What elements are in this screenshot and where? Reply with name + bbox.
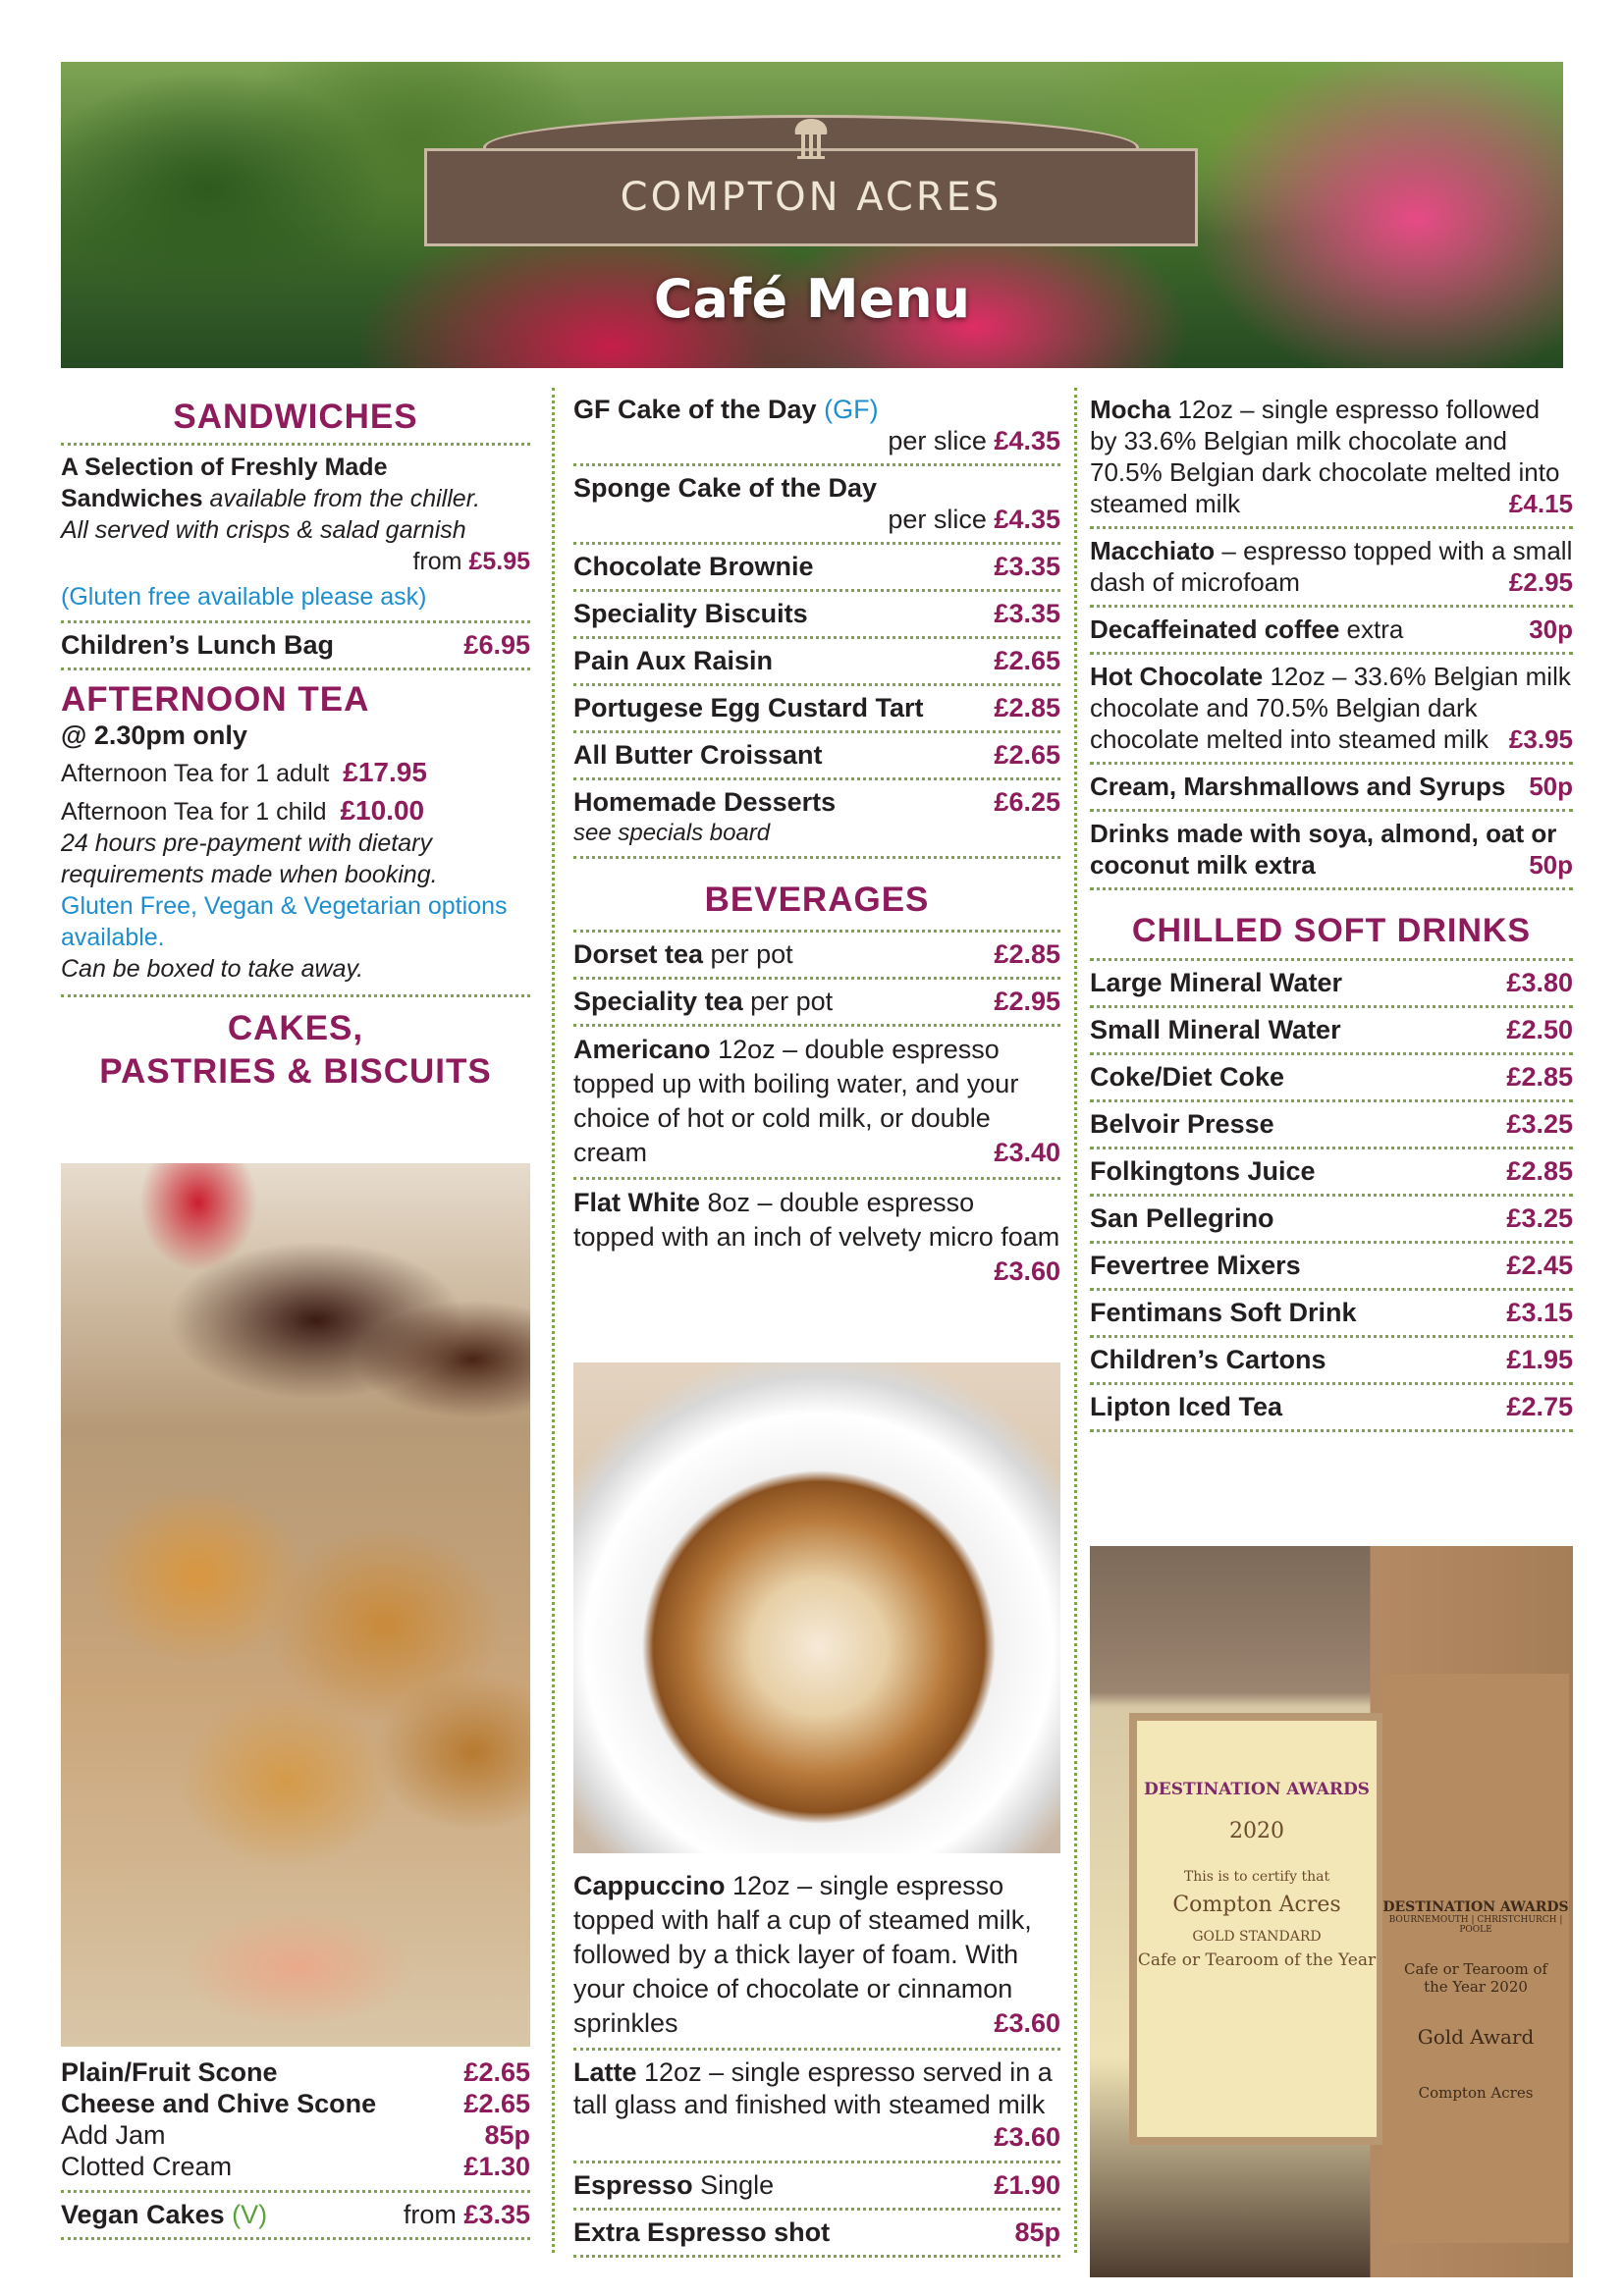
speciality-tea-row: Speciality tea per pot £2.95 xyxy=(573,980,1060,1027)
list-item: Small Mineral Water £2.50 xyxy=(1090,1008,1573,1055)
page-title: Café Menu xyxy=(653,268,971,330)
list-item: Add Jam 85p xyxy=(61,2120,530,2150)
list-item: Pain Aux Raisin £2.65 xyxy=(573,639,1060,686)
extra-shot-row: Extra Espresso shot 85p xyxy=(573,2211,1060,2258)
sandwich-line: A Selection of Freshly Made xyxy=(61,454,388,481)
award-certificate xyxy=(1129,1713,1384,2145)
beverages-heading: BEVERAGES xyxy=(573,859,1060,933)
award-certificate-title: DESTINATION AWARDS xyxy=(1144,1780,1370,1799)
lunch-bag-row: Children’s Lunch Bag £6.95 xyxy=(61,623,530,670)
award-certificate-line: This is to certify that xyxy=(1183,1869,1330,1885)
afternoon-tea-heading: AFTERNOON TEA xyxy=(61,680,370,719)
sponge-cake-row: Sponge Cake of the Day per slice £4.35 xyxy=(573,466,1060,545)
espresso-row: Espresso Single £1.90 xyxy=(573,2163,1060,2211)
list-item: Speciality Biscuits £3.35 xyxy=(573,592,1060,639)
milk-alternatives-row: Drinks made with soya, almond, oat or coconut milk extra 50p xyxy=(1090,812,1573,890)
column-divider xyxy=(552,388,555,2253)
award-plaque xyxy=(1382,1674,1569,2243)
award-plaque-title: DESTINATION AWARDS xyxy=(1382,1899,1569,1915)
list-item: Plain/Fruit Scone £2.65 xyxy=(61,2057,530,2087)
column-right xyxy=(1090,388,1573,1432)
cream-syrups-row: Cream, Marshmallows and Syrups 50p xyxy=(1090,765,1573,812)
gluten-note: (Gluten free available please ask) xyxy=(61,577,530,623)
dietary-options-note: Gluten Free, Vegan & Vegetarian options available. xyxy=(61,892,508,951)
mocha-row: Mocha 12oz – single espresso followed by 33.6% Belgian milk chocolate and 70.5% Belgian dark chocolate melted into steamed milk £4.15 xyxy=(1090,388,1573,529)
flat-white-row: Flat White 8oz – double espresso topped with an inch of velvety micro foam £3.60 xyxy=(573,1188,1060,1286)
macchiato-row: Macchiato – espresso topped with a small dash of microfoam £2.95 xyxy=(1090,529,1573,608)
award-plaque-places: BOURNEMOUTH | CHRISTCHURCH | POOLE xyxy=(1388,1915,1563,1935)
scones-list xyxy=(61,2056,530,2240)
scone-items xyxy=(61,2056,530,2193)
afternoon-tea-time: @ 2.30pm only xyxy=(61,721,247,750)
cappuccino-row: Cappuccino 12oz – single espresso topped with half a cup of steamed milk, followed by a thick layer of foam. With your choice of chocolate or cinnamon sprinkles £3.60 xyxy=(573,1863,1060,2051)
brand-sign xyxy=(424,148,1198,246)
decaf-row: Decaffeinated coffee extra 30p xyxy=(1090,608,1573,655)
list-item: Cheese and Chive Scone £2.65 xyxy=(61,2089,530,2118)
list-item: Fevertree Mixers £2.45 xyxy=(1090,1244,1573,1291)
column-divider xyxy=(1074,388,1077,2253)
award-plaque-gold: Gold Award xyxy=(1417,2025,1535,2049)
sandwiches-heading: SANDWICHES xyxy=(61,388,530,446)
award-certificate-name: Compton Acres xyxy=(1172,1893,1341,1917)
sandwich-line: Sandwiches available from the chiller. xyxy=(61,485,481,512)
cappuccino-photo xyxy=(573,1362,1060,1853)
award-plaque-name: Compton Acres xyxy=(1418,2084,1534,2102)
afternoon-tea-child: Afternoon Tea for 1 child £10.00 xyxy=(61,795,425,826)
award-plaque-category: Cafe or Tearoom of the Year 2020 xyxy=(1403,1960,1548,1996)
sandwich-line: All served with crisps & salad garnish xyxy=(61,516,466,544)
list-item: Large Mineral Water £3.80 xyxy=(1090,961,1573,1008)
latte-row: Latte 12oz – single espresso served in a tall glass and finished with steamed milk £3.60 xyxy=(573,2051,1060,2163)
cakes-scones-photo xyxy=(61,1163,530,2047)
list-item: Lipton Iced Tea £2.75 xyxy=(1090,1385,1573,1432)
sandwich-price: from £5.95 xyxy=(412,548,530,575)
column-middle xyxy=(573,388,1060,1296)
list-item: Fentimans Soft Drink £3.15 xyxy=(1090,1291,1573,1338)
list-item: Clotted Cream £1.30 xyxy=(61,2151,530,2193)
list-item: All Butter Croissant £2.65 xyxy=(573,733,1060,780)
dorset-tea-row: Dorset tea per pot £2.85 xyxy=(573,933,1060,980)
award-certificate-sub: GOLD STANDARD xyxy=(1192,1929,1322,1945)
americano-row: Americano 12oz – double espresso topped up with boiling water, and your choice of hot or cold milk, or double cream £3.40 xyxy=(573,1027,1060,1180)
soft-drinks-heading: CHILLED SOFT DRINKS xyxy=(1090,890,1573,961)
vegan-cakes-row: Vegan Cakes (V) from £3.35 xyxy=(61,2193,530,2240)
award-certificate-year: 2020 xyxy=(1229,1819,1284,1843)
list-item: Coke/Diet Coke £2.85 xyxy=(1090,1055,1573,1102)
gf-cake-row: GF Cake of the Day (GF) per slice £4.35 xyxy=(573,388,1060,466)
list-item: Children’s Cartons £1.95 xyxy=(1090,1338,1573,1385)
list-item: Chocolate Brownie £3.35 xyxy=(573,545,1060,592)
afternoon-tea-adult: Afternoon Tea for 1 adult £17.95 xyxy=(61,757,427,787)
list-item: Belvoir Presse £3.25 xyxy=(1090,1102,1573,1149)
sandwich-selection xyxy=(61,446,530,623)
list-item: San Pellegrino £3.25 xyxy=(1090,1197,1573,1244)
boxed-note: Can be boxed to take away. xyxy=(61,953,530,997)
prepay-note: 24 hours pre-payment with dietary requirements made when booking. xyxy=(61,829,438,888)
column-middle-lower xyxy=(573,1863,1060,2258)
column-left xyxy=(61,388,530,1094)
desserts-row: Homemade Desserts £6.25 see specials board xyxy=(573,780,1060,859)
cakes-heading: CAKES, PASTRIES & BISCUITS xyxy=(99,1009,492,1091)
compton-acres-logo-icon xyxy=(791,117,831,160)
list-item: Portugese Egg Custard Tart £2.85 xyxy=(573,686,1060,733)
header-banner-photo xyxy=(61,62,1563,368)
brand-name: COMPTON ACRES xyxy=(620,175,1002,220)
award-certificate-category: Cafe or Tearoom of the Year xyxy=(1137,1950,1377,1970)
destination-awards-photo xyxy=(1090,1546,1573,2277)
list-item: Folkingtons Juice £2.85 xyxy=(1090,1149,1573,1197)
hot-chocolate-row: Hot Chocolate 12oz – 33.6% Belgian milk chocolate and 70.5% Belgian dark chocolate melted into steamed milk £3.95 xyxy=(1090,655,1573,765)
